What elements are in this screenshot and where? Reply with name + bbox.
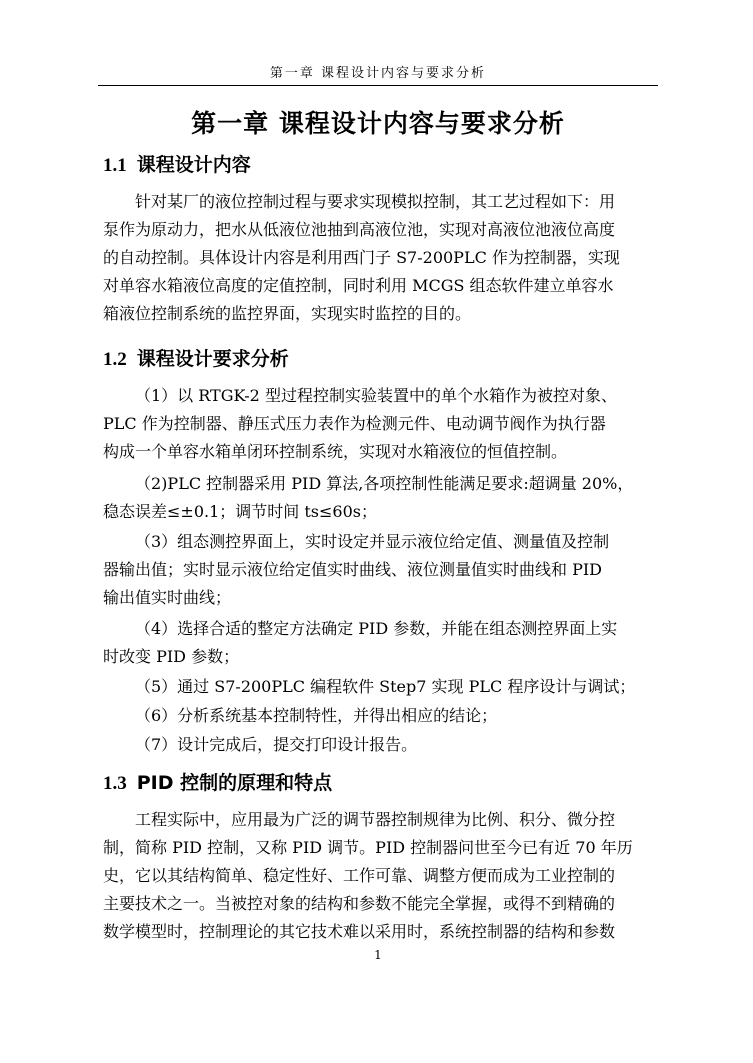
text-line: 主要技术之一。当被控对象的结构和参数不能完全掌握，或得不到精确的: [103, 894, 616, 913]
text-line: 时改变 PID 参数；: [103, 647, 240, 666]
text-line: （5）通过 S7-200PLC 编程软件 Step7 实现 PLC 程序设计与调试；: [135, 677, 636, 696]
text-line: 的自动控制。具体设计内容是利用西门子 S7-200PLC 作为控制器，实现: [103, 248, 620, 267]
section-heading-1-2: [103, 344, 289, 371]
section-number: 1.2: [103, 349, 127, 370]
text-line: 数学模型时，控制理论的其它技术难以采用时，系统控制器的结构和参数: [103, 922, 616, 941]
running-header: 第一章 课程设计内容与要求分析: [269, 66, 487, 81]
text-line: （7）设计完成后，提交打印设计报告。: [135, 735, 418, 754]
chapter-title: 第一章 课程设计内容与要求分析: [191, 109, 565, 138]
paragraph: [103, 382, 655, 466]
paragraph: [103, 731, 655, 759]
text-line: 对单容水箱液位高度的定值控制，同时利用 MCGS 组态软件建立单容水: [103, 276, 614, 295]
text-line: 泵作为原动力，把水从低液位池抽到高液位池，实现对高液位池液位高度: [103, 220, 616, 239]
text-line: （6）分析系统基本控制特性，并得出相应的结论；: [135, 706, 498, 725]
paragraph: [103, 470, 655, 526]
section-title: 课程设计要求分析: [136, 348, 289, 370]
text-line: 稳态误差≤±0.1；调节时间 ts≤60s；: [103, 502, 377, 521]
text-line: 箱液位控制系统的监控界面，实现实时监控的目的。: [103, 304, 472, 323]
header-rule: [98, 85, 658, 86]
page-number: 1: [374, 948, 382, 962]
text-line: 输出值实时曲线；: [103, 588, 232, 607]
section-heading-1-1: [103, 150, 251, 177]
text-line: （3）组态测控界面上，实时设定并显示液位给定值、测量值及控制: [135, 532, 610, 551]
section-number: 1.1: [103, 155, 127, 176]
section-title: 课程设计内容: [136, 154, 251, 176]
paragraph: [103, 702, 655, 730]
text-line: 史，它以其结构简单、稳定性好、工作可靠、调整方便而成为工业控制的: [103, 866, 616, 885]
paragraph: [103, 615, 655, 671]
section-heading-1-3: [103, 768, 332, 795]
text-line: 工程实际中，应用最为广泛的调节器控制规律为比例、积分、微分控: [135, 810, 616, 829]
paragraph: [103, 806, 655, 946]
text-line: 构成一个单容水箱单闭环控制系统，实现对水箱液位的恒值控制。: [103, 442, 568, 461]
text-line: （4）选择合适的整定方法确定 PID 参数，并能在组态测控界面上实: [135, 619, 618, 638]
text-line: 器输出值；实时显示液位给定值实时曲线、液位测量值实时曲线和 PID: [103, 560, 603, 579]
text-line: （1）以 RTGK-2 型过程控制实验装置中的单个水箱作为被控对象、: [135, 386, 617, 405]
section-title: PID 控制的原理和特点: [136, 772, 333, 794]
paragraph: [103, 188, 655, 328]
paragraph: [103, 528, 655, 612]
text-line: 制，简称 PID 控制，又称 PID 调节。PID 控制器问世至今已有近 70 年历: [103, 838, 633, 857]
paragraph: [103, 673, 655, 701]
text-line: （2)PLC 控制器采用 PID 算法,各项控制性能满足要求:超调量 20%，: [135, 474, 634, 493]
section-number: 1.3: [103, 773, 127, 794]
text-line: 针对某厂的液位控制过程与要求实现模拟控制，其工艺过程如下：用: [135, 192, 616, 211]
text-line: PLC 作为控制器、静压式压力表作为检测元件、电动调节阀作为执行器: [103, 414, 606, 433]
